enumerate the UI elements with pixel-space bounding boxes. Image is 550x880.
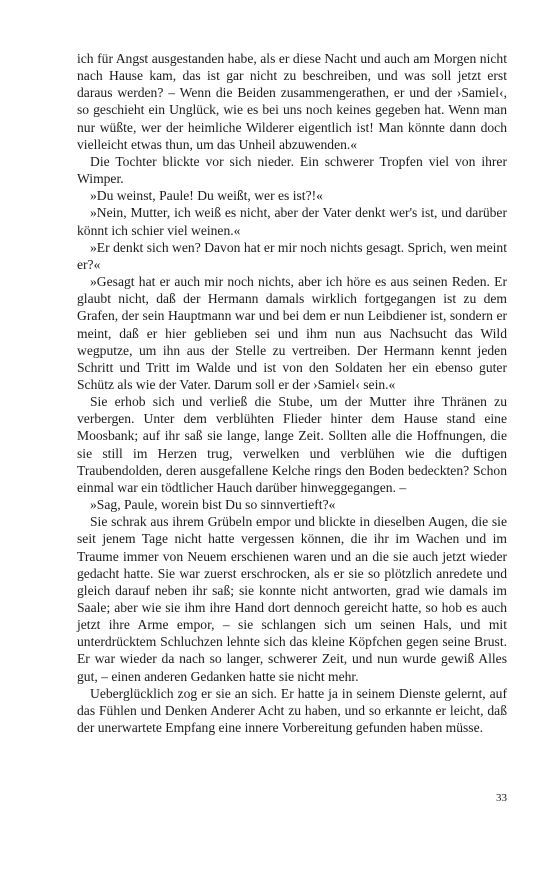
paragraph-1: ich für Angst ausgestanden habe, als er diese Nacht und auch am Morgen nicht nach Hause kam, das ist gar nicht zu beschreiben, und was soll jetzt erst daraus werden? – Wenn die Beiden zusammengerathen, er und der ›Samiel‹, so geschieht ein Unglück, wie es bei uns noch keines gegeben hat. Wenn man nur wüßte, wer der heimliche Wilderer eigentlich ist! Man könnte dann doch vielleicht etwas thun, um das Unheil abzuwenden.« — [77, 51, 507, 152]
page-number: 33 — [496, 792, 507, 804]
paragraph-4: »Nein, Mutter, ich weiß es nicht, aber der Vater denkt wer's ist, und darüber könnt ich schier viel weinen.« — [77, 205, 507, 238]
paragraph-9: Sie schrak aus ihrem Grübeln empor und blickte in dieselben Augen, die sie seit jenem Tage nicht hatte vergessen können, die ihr im Wachen und im Traume immer von Neuem erschienen waren und an die sie auch jetzt wieder gedacht hatte. Sie war zuerst erschrocken, als er sie so plötzlich anredete und gleich darauf neben ihr saß; sie konnte nicht antworten, grad wie damals im Saale; aber wie sie ihm ihre Hand dort dennoch gereicht hatte, so hob es auch jetzt ihre Arme empor, – sie schlangen sich um seinen Hals, und mit unterdrücktem Schluchzen lehnte sich das kleine Köpfchen gegen seine Brust. Er war wieder da nach so langer, schwerer Zeit, und nun wurde gewiß Alles gut, – einen anderen Gedanken hatte sie nicht mehr. — [77, 514, 507, 684]
paragraph-2: Die Tochter blickte vor sich nieder. Ein schwerer Tropfen viel von ihrer Wimper. — [77, 153, 507, 187]
body-text — [77, 50, 507, 736]
paragraph-6: »Gesagt hat er auch mir noch nichts, aber ich höre es aus seinen Reden. Er glaubt nicht, daß der Hermann damals wirklich fortgegangen ist zu dem Grafen, der sein Hauptmann war und bei dem er nun Leibdiener ist, sondern er meint, daß er hier geblieben sei und ihm nun aus Nachsucht das Wild wegputze, um ihn aus der Stelle zu vertreiben. Der Hermann kennt jeden Schritt und Tritt im Walde und ist von den Soldaten her ein ebenso guter Schütz als wie der Vater. Darum soll er der ›Samiel‹ sein.« — [77, 274, 507, 392]
paragraph-3: »Du weinst, Paule! Du weißt, wer es ist?!« — [90, 188, 323, 204]
paragraph-10: Ueberglücklich zog er sie an sich. Er hatte ja in seinem Dienste gelernt, auf das Fühlen und Denken Anderer Acht zu haben, und so erkannte er leicht, daß der unerwartete Empfang eine innere Vorbereitung gefunden haben müsse. — [77, 685, 507, 736]
paragraph-5: »Er denkt sich wen? Davon hat er mir noch nichts gesagt. Sprich, wen meint er?« — [77, 239, 507, 272]
paragraph-7: Sie erhob sich und verließ die Stube, um der Mutter ihre Thränen zu verbergen. Unter dem verblühten Flieder hinter dem Hause stand eine Moosbank; auf ihr saß sie lange, lange Zeit. Sollten alle die Hoffnungen, die sie still im Herzen trug, verwelken und verblühen wie die duftigen Traubendolden, deren ausgefallene Kelche rings den Boden bedeckten? Schon einmal war ein tödtlicher Hauch darüber hinweggegangen. – — [77, 394, 507, 495]
paragraph-8: »Sag, Paule, worein bist Du so sinnvertieft?« — [90, 497, 336, 513]
